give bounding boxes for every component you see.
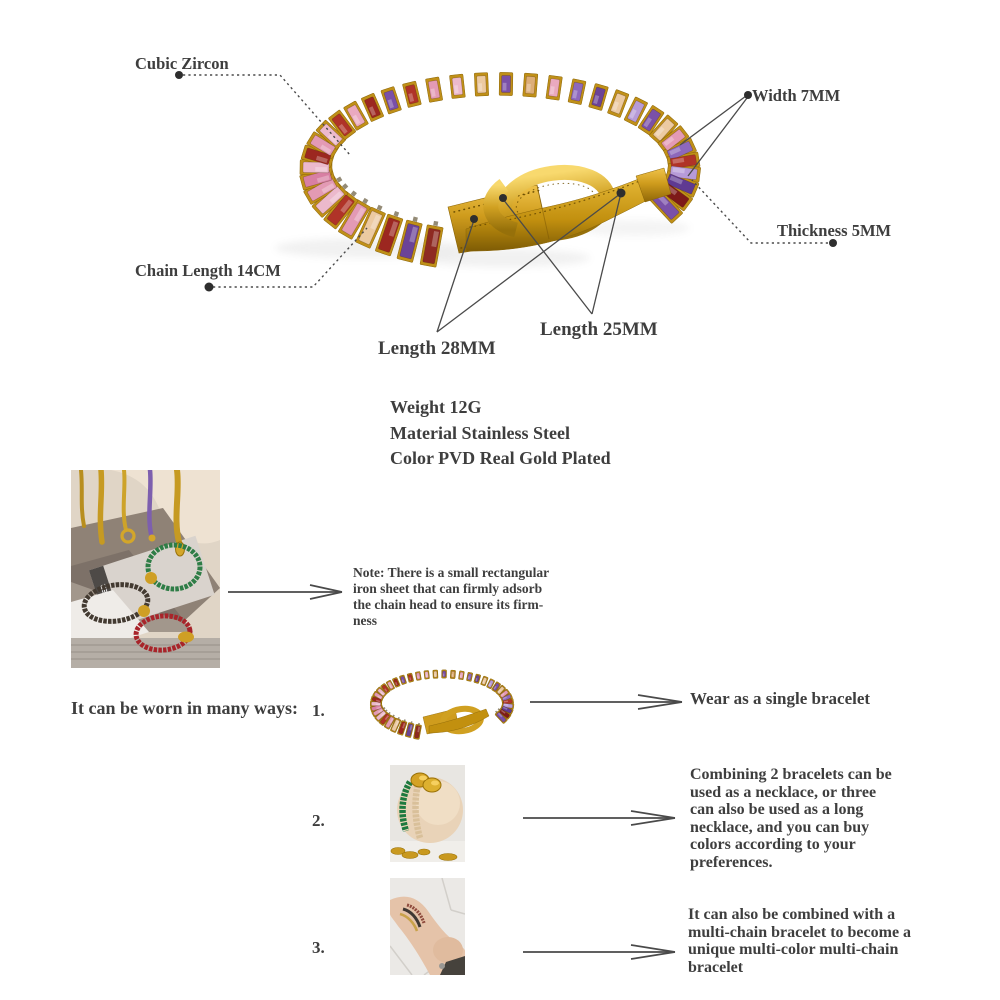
way2-line: can also be used as a long bbox=[690, 801, 864, 818]
way2-line: preferences. bbox=[690, 853, 773, 871]
way2-text bbox=[690, 766, 892, 871]
stone-gloss bbox=[478, 83, 482, 91]
label-thickness: Thickness 5MM bbox=[777, 221, 892, 240]
note-line: ness bbox=[353, 613, 378, 628]
note-line: Note: There is a small rectangular bbox=[353, 565, 550, 580]
way1-arrow bbox=[530, 695, 682, 709]
stone-gloss bbox=[443, 674, 444, 677]
stone-gloss bbox=[526, 84, 530, 92]
setting-slot bbox=[433, 221, 438, 226]
way2-arrow bbox=[523, 811, 675, 825]
photo-bracelet-collection bbox=[71, 470, 220, 668]
way3-line: bracelet bbox=[688, 958, 744, 976]
photo-stacked-on-ball bbox=[390, 765, 465, 862]
way3-line: unique multi-color multi-chain bbox=[688, 941, 899, 958]
way2-line: Combining 2 bracelets can be bbox=[690, 766, 892, 783]
way3-arrow bbox=[523, 945, 675, 959]
photo-single-bracelet bbox=[367, 668, 517, 750]
stone-gloss bbox=[452, 674, 454, 677]
way-number-3: 3. bbox=[312, 938, 325, 957]
way3-line: It can also be combined with a bbox=[688, 906, 896, 923]
note-line: iron sheet that can firmly adsorb bbox=[353, 581, 543, 596]
note-text bbox=[353, 565, 549, 629]
label-chain-length: Chain Length 14CM bbox=[135, 261, 281, 280]
way2-line: used as a necklace, or three bbox=[690, 783, 877, 801]
stone-gloss bbox=[315, 167, 327, 172]
width-leader-1 bbox=[680, 96, 746, 145]
stone-gloss bbox=[503, 83, 507, 91]
ways-intro: It can be worn in many ways: bbox=[71, 698, 299, 718]
way1-text: Wear as a single bracelet bbox=[690, 689, 871, 708]
way2-line: necklace, and you can buy bbox=[690, 818, 870, 836]
way-number-2: 2. bbox=[312, 811, 325, 830]
stone-gloss bbox=[434, 674, 435, 677]
spec-color: Color PVD Real Gold Plated bbox=[390, 448, 611, 468]
spec-material: Material Stainless Steel bbox=[390, 422, 570, 443]
spec-weight: Weight 12G bbox=[390, 397, 482, 417]
way3-text bbox=[688, 906, 911, 976]
note-line: the chain head to ensure its firm- bbox=[353, 597, 544, 612]
label-cubic-zircon: Cubic Zircon bbox=[135, 54, 229, 73]
width-leader-2 bbox=[688, 98, 747, 176]
label-width: Width 7MM bbox=[752, 86, 841, 105]
label-length-28: Length 28MM bbox=[378, 338, 496, 359]
stone-gloss bbox=[376, 704, 380, 706]
spec-list bbox=[390, 395, 611, 472]
setting-slot bbox=[418, 723, 420, 725]
photo-wrist-stack bbox=[390, 878, 465, 975]
setting-slot bbox=[413, 217, 418, 222]
way2-line: colors according to your bbox=[690, 836, 856, 853]
mini-knot-clasp bbox=[423, 706, 489, 734]
way-number-1: 1. bbox=[312, 701, 325, 720]
way3-line: multi-chain bracelet to become a bbox=[688, 923, 912, 941]
note-arrow bbox=[228, 585, 342, 599]
label-length-25: Length 25MM bbox=[540, 319, 658, 340]
